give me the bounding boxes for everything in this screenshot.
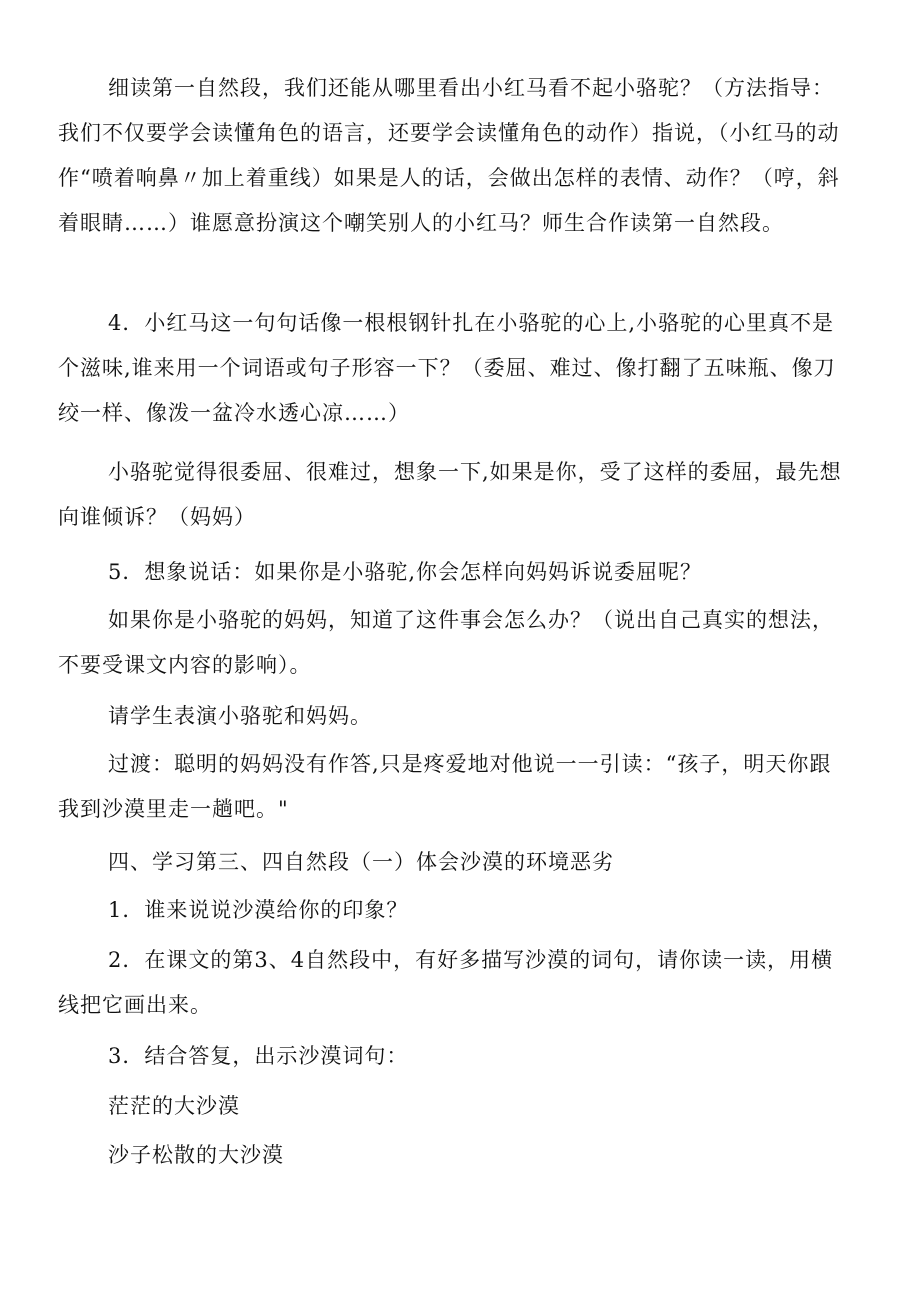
paragraph-5: 如果你是小骆驼的妈妈，知道了这件事会怎么办？（说出自己真实的想法，不要受课文内容的影响）。 bbox=[58, 608, 834, 677]
paragraph-4: 5．想象说话：如果你是小骆驼,你会怎样向妈妈诉说委屈呢？ bbox=[108, 560, 703, 584]
paragraph-3: 小骆驼觉得很委屈、很难过，想象一下,如果是你，受了这样的委屈，最先想向谁倾诉？（妈妈） bbox=[58, 460, 842, 529]
phrase-line-1: 茫茫的大沙漠 bbox=[108, 1094, 240, 1118]
paragraph-11: 3．结合答复，出示沙漠词句： bbox=[108, 1044, 409, 1068]
paragraph-1: 细读第一自然段，我们还能从哪里看出小红马看不起小骆驼？（方法指导：我们不仅要学会读懂角色的语言，还要学会读懂角色的动作）指说，（小红马的动作“喷着响鼻〃加上着重线）如果是人的话，会做出怎样的表情、动作？（哼，斜着眼睛……）谁愿意扮演这个嘲笑别人的小红马？师生合作读第一自然段。 bbox=[58, 76, 840, 235]
paragraph-10: 2．在课文的第3、4自然段中，有好多描写沙漠的词句，请你读一读，用横线把它画出来。 bbox=[58, 948, 834, 1017]
paragraph-9: 1．谁来说说沙漠给你的印象？ bbox=[108, 898, 409, 922]
paragraph-6: 请学生表演小骆驼和妈妈。 bbox=[108, 704, 372, 728]
section-heading: 四、学习第三、四自然段（一）体会沙漠的环境恶劣 bbox=[108, 850, 614, 874]
phrase-line-2: 沙子松散的大沙漠 bbox=[108, 1143, 284, 1167]
paragraph-7: 过渡：聪明的妈妈没有作答,只是疼爱地对他说一一引读：“孩子，明天你跟我到沙漠里走一趟吧。" bbox=[58, 752, 832, 821]
paragraph-2: 4．小红马这一句句话像一根根钢针扎在小骆驼的心上,小骆驼的心里真不是个滋味,谁来用一个词语或句子形容一下？（委屈、难过、像打翻了五味瓶、像刀绞一样、像泼一盆冷水透心凉……） bbox=[58, 311, 836, 425]
